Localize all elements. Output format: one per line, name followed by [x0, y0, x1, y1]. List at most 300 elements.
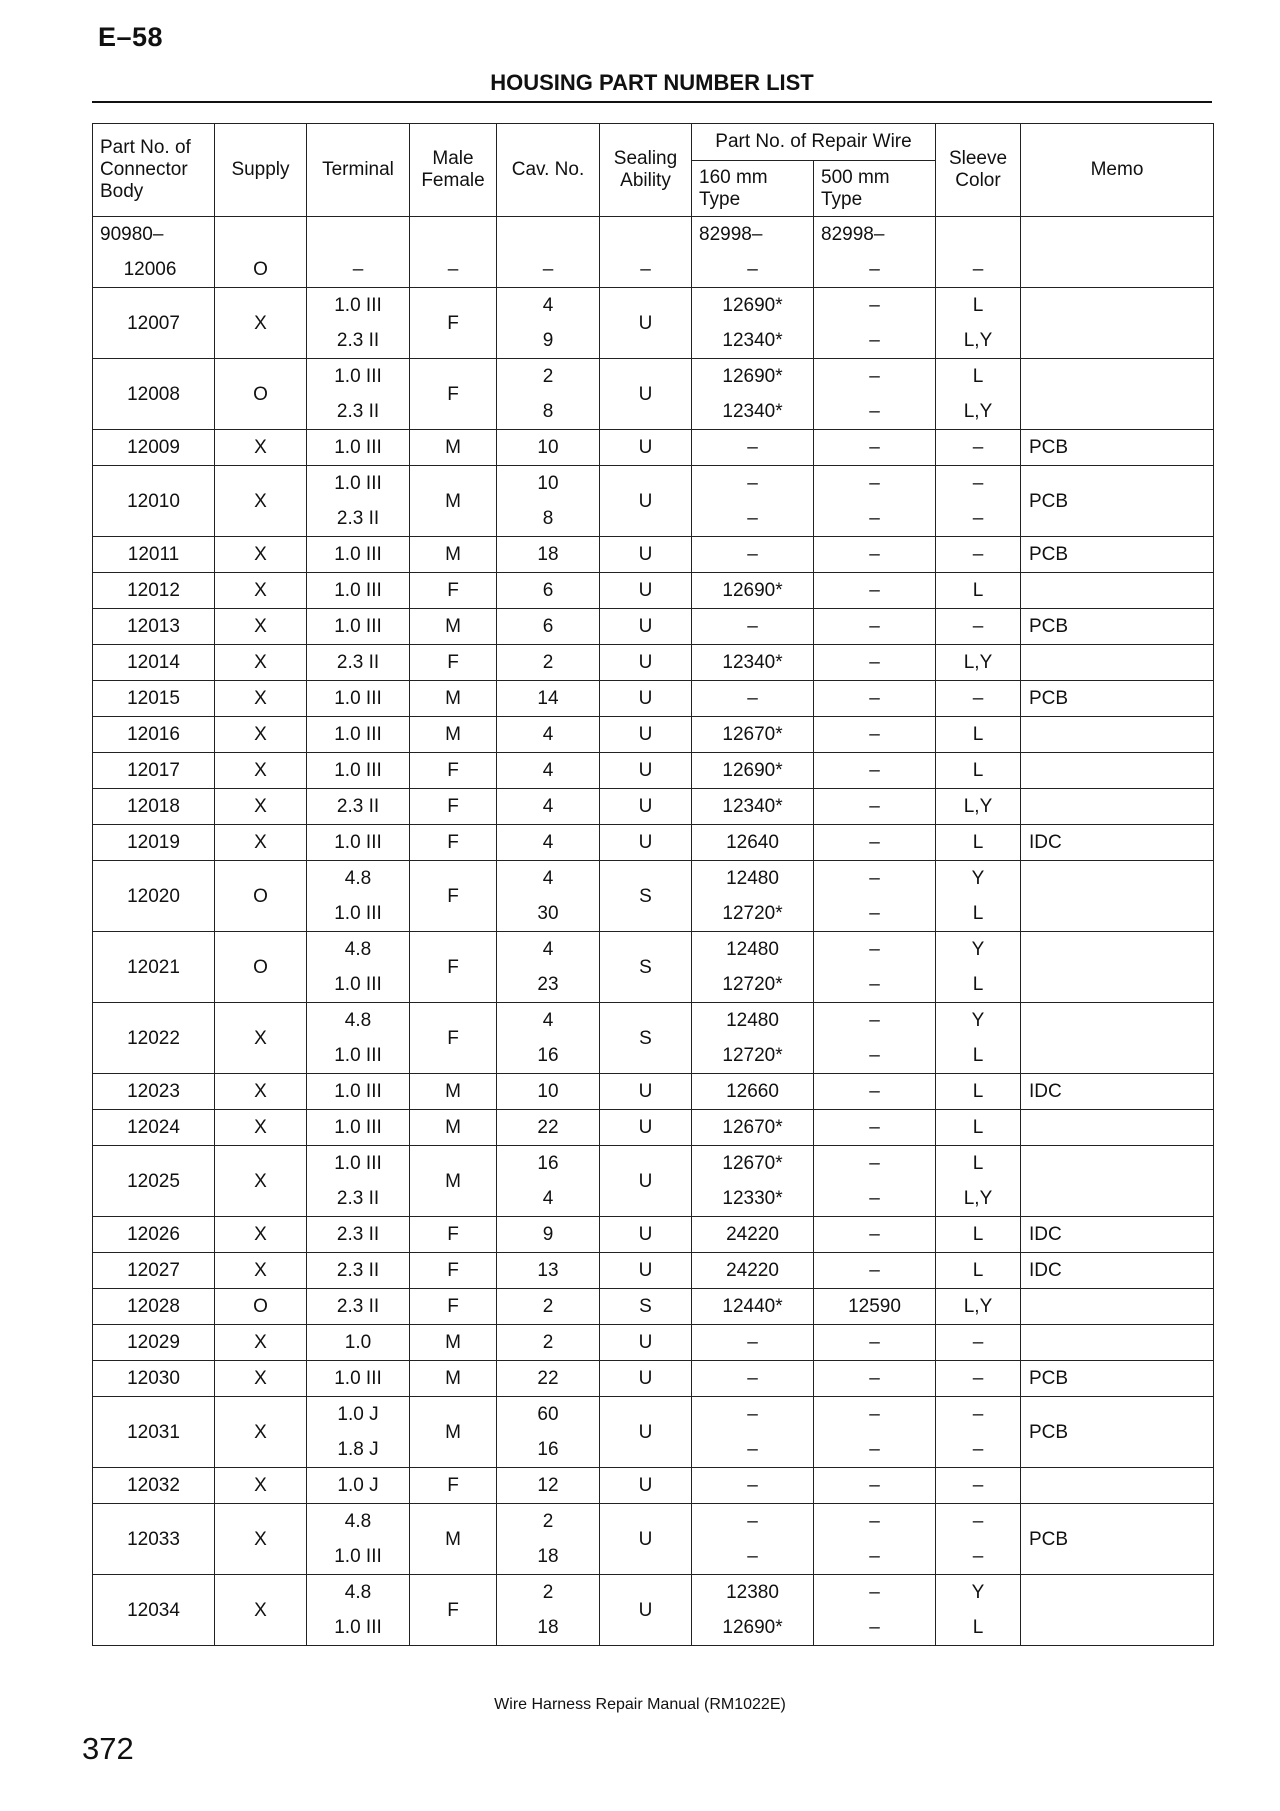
wire-500mm: – — [869, 1260, 880, 1281]
table-row — [93, 1468, 1214, 1504]
table-row — [93, 717, 1214, 753]
terminal-value: 1.0 III — [334, 473, 382, 494]
wire-160mm: – — [747, 508, 758, 529]
table-row — [93, 1289, 1214, 1325]
memo: PCB — [1021, 466, 1214, 537]
wire-500mm: – — [869, 616, 880, 637]
wire-160mm-cell — [692, 609, 814, 645]
table-row — [93, 1325, 1214, 1361]
page-number: 372 — [82, 1731, 134, 1766]
part-no: 12034 — [93, 1575, 215, 1646]
sleeve-color: L — [972, 903, 984, 924]
wire-500mm-cell — [814, 1003, 936, 1074]
sleeve-color: Y — [971, 868, 985, 889]
wire-500mm-cell — [814, 217, 936, 288]
cav-no-value: 16 — [537, 1439, 559, 1460]
sleeve-color-cell — [936, 932, 1021, 1003]
supply: X — [215, 430, 307, 466]
cav-no-value: 12 — [537, 1475, 559, 1496]
terminal-cell — [307, 1575, 410, 1646]
cav-no-value: 6 — [542, 616, 554, 637]
sleeve-color: L,Y — [963, 401, 993, 422]
table-row — [93, 537, 1214, 573]
wire-160mm: 12330* — [722, 1188, 783, 1209]
terminal-cell — [307, 1361, 410, 1397]
sleeve-color: – — [972, 1368, 984, 1389]
terminal-value: 1.0 III — [334, 832, 382, 853]
terminal-value: 2.3 II — [336, 652, 380, 673]
cav-no-value: 6 — [542, 580, 554, 601]
wire-500mm: – — [869, 473, 880, 494]
wire-160mm: 12670* — [722, 724, 783, 745]
wire-500mm-cell — [814, 789, 936, 825]
sleeve-color: – — [972, 616, 984, 637]
cav-no-cell — [497, 537, 600, 573]
wire-160mm: 12340* — [722, 401, 783, 422]
sealing: U — [600, 1575, 692, 1646]
wire-500mm: – — [869, 1153, 880, 1174]
supply: X — [215, 537, 307, 573]
cav-no-cell — [497, 1504, 600, 1575]
wire-500mm: – — [869, 1439, 880, 1460]
supply: X — [215, 681, 307, 717]
memo: PCB — [1021, 1504, 1214, 1575]
sealing: S — [600, 1003, 692, 1074]
wire-160mm: 12690* — [722, 580, 783, 601]
wire-160mm-cell — [692, 1253, 814, 1289]
header-sleeve-color: Sleeve Color — [936, 124, 1021, 217]
memo — [1021, 359, 1214, 430]
male-female: M — [410, 537, 497, 573]
cav-no-cell — [497, 430, 600, 466]
sealing: U — [600, 430, 692, 466]
wire-500mm: – — [869, 1617, 880, 1638]
sealing: U — [600, 573, 692, 609]
sleeve-color-cell — [936, 217, 1021, 288]
wire-160mm: 12690* — [722, 1617, 783, 1638]
wire-160mm-cell — [692, 573, 814, 609]
header-memo: Memo — [1021, 124, 1214, 217]
table-row — [93, 1361, 1214, 1397]
part-no: 12031 — [93, 1397, 215, 1468]
terminal-cell — [307, 288, 410, 359]
sealing: S — [600, 1289, 692, 1325]
memo — [1021, 753, 1214, 789]
male-female: M — [410, 1397, 497, 1468]
cav-no-value: 13 — [537, 1260, 559, 1281]
part-prefix: 90980– — [100, 224, 164, 245]
sleeve-color: – — [972, 508, 984, 529]
terminal-cell — [307, 753, 410, 789]
supply: X — [215, 1325, 307, 1361]
part-no-cell — [93, 217, 215, 288]
part-no: 12019 — [93, 825, 215, 861]
cav-no-cell — [497, 717, 600, 753]
wire-160mm: 12480 — [726, 868, 779, 889]
supply: X — [215, 1504, 307, 1575]
wire-500mm: – — [869, 580, 880, 601]
part-no: 12025 — [93, 1146, 215, 1217]
male-female: F — [410, 1468, 497, 1504]
wire-160mm-cell — [692, 1504, 814, 1575]
wire-160mm: – — [747, 688, 758, 709]
part-no: 12017 — [93, 753, 215, 789]
terminal-value: 1.0 III — [334, 1546, 382, 1567]
terminal-value: 1.0 III — [334, 903, 382, 924]
cav-no-cell — [497, 932, 600, 1003]
wire-500mm: – — [869, 939, 880, 960]
terminal-value: 1.0 III — [334, 1368, 382, 1389]
cav-no-value: 14 — [537, 688, 559, 709]
table-row — [93, 789, 1214, 825]
cav-no-cell — [497, 466, 600, 537]
wire-500mm-cell — [814, 681, 936, 717]
memo: PCB — [1021, 681, 1214, 717]
sealing: U — [600, 1074, 692, 1110]
memo — [1021, 645, 1214, 681]
wire-160mm-cell — [692, 932, 814, 1003]
wire-500mm: – — [869, 259, 880, 280]
terminal-value: 1.0 III — [334, 1117, 382, 1138]
header-repair-wire: Part No. of Repair Wire — [692, 124, 936, 161]
sleeve-color: L,Y — [963, 330, 993, 351]
memo — [1021, 717, 1214, 753]
table-header — [93, 124, 1214, 217]
wire-500mm-cell — [814, 430, 936, 466]
supply: X — [215, 288, 307, 359]
sleeve-color: L,Y — [963, 796, 993, 817]
table-row — [93, 288, 1214, 359]
memo — [1021, 1110, 1214, 1146]
male-female-cell — [410, 217, 497, 288]
sleeve-color: Y — [971, 939, 985, 960]
male-female: M — [410, 466, 497, 537]
male-female: M — [410, 1146, 497, 1217]
male-female: F — [410, 1289, 497, 1325]
sleeve-color: – — [972, 1511, 984, 1532]
cav-no-cell — [497, 217, 600, 288]
supply: X — [215, 466, 307, 537]
wire-160mm-cell — [692, 1074, 814, 1110]
sleeve-color-cell — [936, 359, 1021, 430]
wire-160mm: 12720* — [722, 1045, 783, 1066]
sleeve-color: L — [972, 1224, 984, 1245]
sleeve-color-cell — [936, 573, 1021, 609]
sleeve-color: L — [972, 1045, 984, 1066]
sleeve-color-cell — [936, 1289, 1021, 1325]
supply-cell — [215, 217, 307, 288]
sleeve-color: – — [972, 259, 984, 280]
sleeve-color: L — [972, 724, 984, 745]
male-female: M — [410, 1504, 497, 1575]
sleeve-color: L — [972, 1617, 984, 1638]
male-female: F — [410, 1253, 497, 1289]
terminal-value: 1.0 III — [334, 1045, 382, 1066]
cav-no-value: 4 — [542, 1188, 554, 1209]
sleeve-color: L — [972, 295, 984, 316]
terminal-cell — [307, 1468, 410, 1504]
sleeve-color-cell — [936, 681, 1021, 717]
cav-no-cell — [497, 359, 600, 430]
wire-160mm-cell — [692, 717, 814, 753]
terminal-cell — [307, 573, 410, 609]
terminal-cell — [307, 1397, 410, 1468]
sealing: U — [600, 537, 692, 573]
supply: X — [215, 609, 307, 645]
sealing: U — [600, 1397, 692, 1468]
terminal-cell — [307, 645, 410, 681]
wire-160mm-cell — [692, 1361, 814, 1397]
male-female: M — [410, 1110, 497, 1146]
wire-500mm-cell — [814, 1074, 936, 1110]
wire-500mm: – — [869, 1010, 880, 1031]
sealing: U — [600, 645, 692, 681]
sleeve-color: L — [972, 1117, 984, 1138]
table-row — [93, 645, 1214, 681]
wire-500mm: – — [869, 796, 880, 817]
wire-500mm: – — [869, 1224, 880, 1245]
cav-no-cell — [497, 1146, 600, 1217]
male-female: F — [410, 645, 497, 681]
terminal-cell — [307, 359, 410, 430]
wire-160mm: – — [747, 259, 758, 280]
terminal-value: 1.0 III — [334, 366, 382, 387]
wire-160mm-cell — [692, 1575, 814, 1646]
wire-160mm-cell — [692, 217, 814, 288]
wire-160mm: – — [747, 1475, 758, 1496]
wire-500mm: – — [869, 1368, 880, 1389]
male-female: F — [410, 359, 497, 430]
table-row — [93, 1397, 1214, 1468]
terminal-value: 2.3 II — [336, 1188, 380, 1209]
wire-160mm-cell — [692, 1110, 814, 1146]
sealing: U — [600, 681, 692, 717]
table-row — [93, 861, 1214, 932]
sealing: U — [600, 288, 692, 359]
part-no: 12020 — [93, 861, 215, 932]
wire-500mm: – — [869, 401, 880, 422]
wire-160mm: – — [747, 616, 758, 637]
cav-no-value: 9 — [542, 330, 554, 351]
sleeve-color-cell — [936, 825, 1021, 861]
terminal-value: 1.0 III — [334, 295, 382, 316]
sealing-cell — [600, 217, 692, 288]
wire-500mm-cell — [814, 825, 936, 861]
memo: PCB — [1021, 430, 1214, 466]
sleeve-color: – — [972, 1475, 984, 1496]
male-female: – — [447, 259, 459, 280]
sealing: U — [600, 1217, 692, 1253]
wire-500mm: – — [869, 1332, 880, 1353]
cav-no-value: 22 — [537, 1117, 559, 1138]
wire-160mm-cell — [692, 288, 814, 359]
supply: X — [215, 573, 307, 609]
wire-500mm: – — [869, 724, 880, 745]
memo — [1021, 861, 1214, 932]
wire-160mm-cell — [692, 861, 814, 932]
wire-160mm: – — [747, 1404, 758, 1425]
sealing: U — [600, 1504, 692, 1575]
terminal-cell — [307, 717, 410, 753]
wire-160mm-cell — [692, 1146, 814, 1217]
cav-no-value: 4 — [542, 724, 554, 745]
table-row — [93, 466, 1214, 537]
table-row — [93, 430, 1214, 466]
wire-500mm: – — [869, 295, 880, 316]
supply: X — [215, 1074, 307, 1110]
terminal-cell — [307, 825, 410, 861]
memo: IDC — [1021, 1217, 1214, 1253]
part-no: 12029 — [93, 1325, 215, 1361]
sleeve-color: – — [972, 1546, 984, 1567]
cav-no-cell — [497, 1289, 600, 1325]
part-no: 12024 — [93, 1110, 215, 1146]
supply: O — [215, 359, 307, 430]
sleeve-color-cell — [936, 1253, 1021, 1289]
wire-160mm: 12670* — [722, 1153, 783, 1174]
wire-160mm-cell — [692, 537, 814, 573]
part-no: 12012 — [93, 573, 215, 609]
terminal-value: 4.8 — [344, 939, 372, 960]
sealing: U — [600, 789, 692, 825]
sleeve-color-cell — [936, 1146, 1021, 1217]
terminal-value: 1.0 III — [334, 974, 382, 995]
terminal-value: 2.3 II — [336, 330, 380, 351]
terminal-cell — [307, 1217, 410, 1253]
repair-wire-prefix: 82998– — [821, 224, 885, 245]
cav-no-value: 4 — [542, 295, 554, 316]
part-no: 12009 — [93, 430, 215, 466]
terminal-cell — [307, 1289, 410, 1325]
male-female: F — [410, 789, 497, 825]
terminal-cell — [307, 1253, 410, 1289]
sleeve-color-cell — [936, 753, 1021, 789]
page-code: E–58 — [98, 22, 164, 52]
cav-no-cell — [497, 1397, 600, 1468]
cav-no-cell — [497, 1468, 600, 1504]
wire-160mm-cell — [692, 359, 814, 430]
cav-no-value: 23 — [537, 974, 559, 995]
sealing: U — [600, 1110, 692, 1146]
wire-500mm: – — [869, 508, 880, 529]
sealing: U — [600, 1361, 692, 1397]
wire-500mm: – — [869, 366, 880, 387]
memo — [1021, 789, 1214, 825]
sealing: U — [600, 1146, 692, 1217]
sleeve-color: L — [972, 580, 984, 601]
wire-500mm-cell — [814, 1468, 936, 1504]
wire-500mm-cell — [814, 1253, 936, 1289]
supply: X — [215, 825, 307, 861]
wire-160mm: 12480 — [726, 939, 779, 960]
wire-160mm: – — [747, 1368, 758, 1389]
memo: PCB — [1021, 537, 1214, 573]
table-row — [93, 1504, 1214, 1575]
memo — [1021, 288, 1214, 359]
sleeve-color: L,Y — [963, 1296, 993, 1317]
wire-500mm-cell — [814, 466, 936, 537]
cav-no-cell — [497, 1361, 600, 1397]
wire-500mm: – — [869, 330, 880, 351]
supply: X — [215, 1361, 307, 1397]
cav-no-value: 2 — [542, 1582, 554, 1603]
sleeve-color-cell — [936, 1003, 1021, 1074]
sealing: U — [600, 753, 692, 789]
part-no: 12007 — [93, 288, 215, 359]
part-no: 12027 — [93, 1253, 215, 1289]
supply: X — [215, 1397, 307, 1468]
supply: X — [215, 1003, 307, 1074]
cav-no-cell — [497, 1217, 600, 1253]
sleeve-color-cell — [936, 537, 1021, 573]
wire-160mm-cell — [692, 1397, 814, 1468]
cav-no-value: 4 — [542, 1010, 554, 1031]
cav-no-cell — [497, 861, 600, 932]
memo — [1021, 1575, 1214, 1646]
wire-500mm-cell — [814, 861, 936, 932]
terminal-value: 2.3 II — [336, 1224, 380, 1245]
part-no: 12028 — [93, 1289, 215, 1325]
cav-no-value: 2 — [542, 1511, 554, 1532]
wire-160mm: 12480 — [726, 1010, 779, 1031]
part-no: 12016 — [93, 717, 215, 753]
memo — [1021, 1003, 1214, 1074]
cav-no-value: 9 — [542, 1224, 554, 1245]
part-no: 12011 — [93, 537, 215, 573]
wire-500mm-cell — [814, 1361, 936, 1397]
cav-no-value: 10 — [537, 473, 559, 494]
sleeve-color-cell — [936, 789, 1021, 825]
cav-no-value: 2 — [542, 1296, 554, 1317]
supply: X — [215, 645, 307, 681]
wire-160mm: 12720* — [722, 974, 783, 995]
male-female: F — [410, 932, 497, 1003]
cav-no-cell — [497, 1325, 600, 1361]
male-female: M — [410, 1361, 497, 1397]
page-title: HOUSING PART NUMBER LIST — [490, 70, 814, 95]
sleeve-color: L — [972, 1081, 984, 1102]
table-row — [93, 1146, 1214, 1217]
sealing: U — [600, 1253, 692, 1289]
memo: PCB — [1021, 1361, 1214, 1397]
sealing: U — [600, 1325, 692, 1361]
wire-160mm: 12690* — [722, 760, 783, 781]
cav-no-cell — [497, 645, 600, 681]
sleeve-color-cell — [936, 717, 1021, 753]
memo — [1021, 573, 1214, 609]
table-row — [93, 1575, 1214, 1646]
table-row — [93, 681, 1214, 717]
sleeve-color: L — [972, 974, 984, 995]
table-row — [93, 217, 1214, 288]
supply: X — [215, 1110, 307, 1146]
wire-160mm: 12720* — [722, 903, 783, 924]
memo: PCB — [1021, 609, 1214, 645]
cav-no-value: 8 — [542, 508, 554, 529]
terminal-value: 1.0 III — [334, 580, 382, 601]
wire-500mm: – — [869, 437, 880, 458]
sleeve-color: – — [972, 437, 984, 458]
supply: O — [253, 259, 268, 280]
terminal-value: 1.0 III — [334, 1153, 382, 1174]
table-row — [93, 753, 1214, 789]
wire-500mm: – — [869, 1582, 880, 1603]
sealing: U — [600, 359, 692, 430]
wire-500mm: – — [869, 1546, 880, 1567]
wire-500mm: – — [869, 832, 880, 853]
wire-500mm-cell — [814, 753, 936, 789]
part-no: 12026 — [93, 1217, 215, 1253]
